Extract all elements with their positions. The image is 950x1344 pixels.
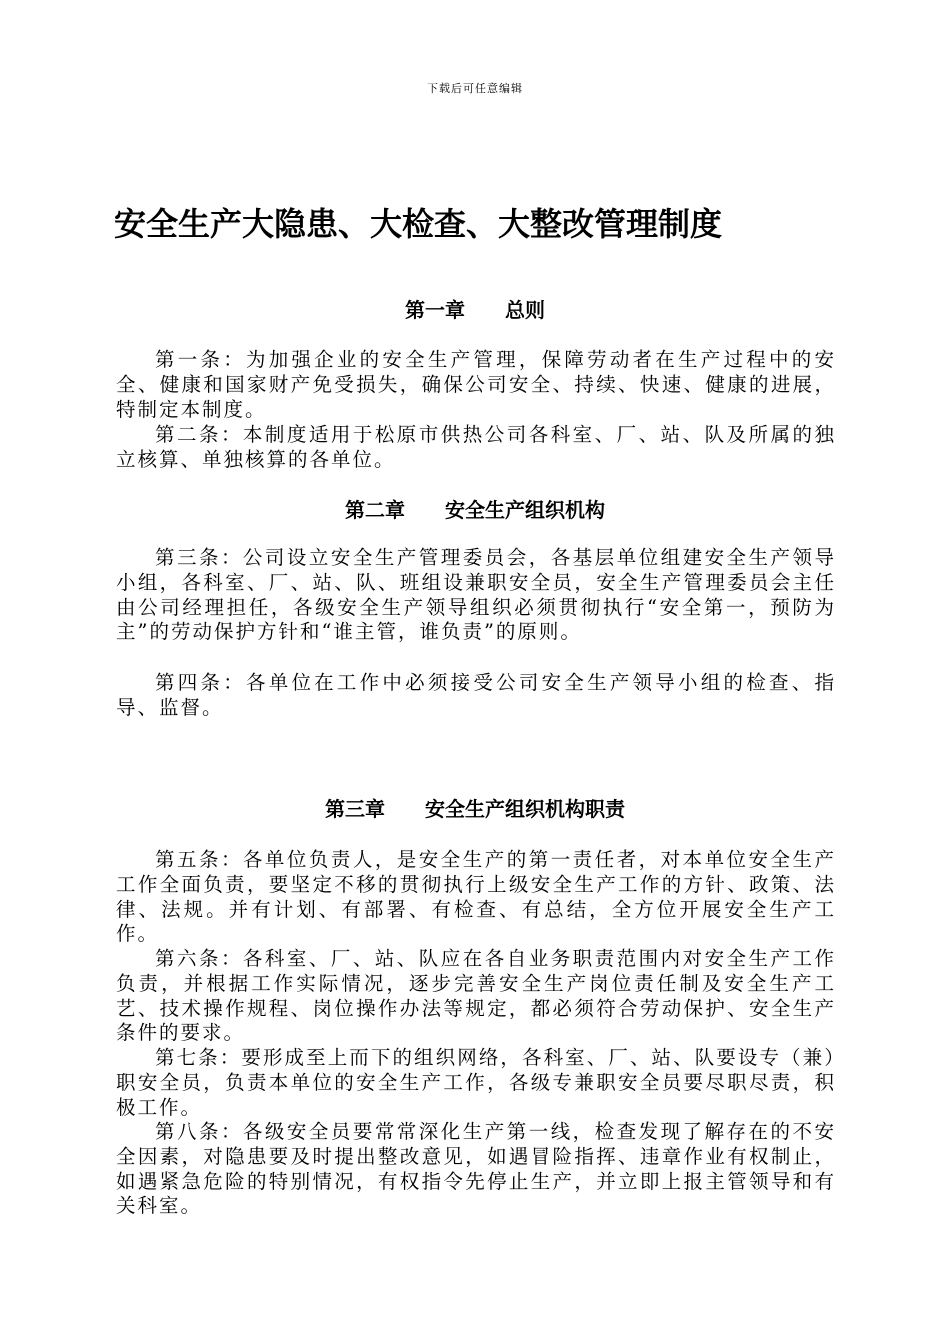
chapter-1-heading: 第一章 总则 (405, 298, 545, 322)
chapter-2-heading: 第二章 安全生产组织机构 (345, 498, 605, 522)
article-3: 第三条：公司设立安全生产管理委员会，各基层单位组建安全生产领导小组，各科室、厂、站、队、班组设兼职安全员，安全生产管理委员会主任由公司经理担任，各级安全生产领导组织必须贯彻执行“安全第一，预防为主”的劳动保护方针和“谁主管，谁负责”的原则。 (116, 546, 836, 644)
article-4: 第四条：各单位在工作中必须接受公司安全生产领导小组的检查、指导、监督。 (116, 671, 836, 719)
document-title: 安全生产大隐患、大检查、大整改管理制度 (114, 205, 723, 243)
article-2: 第二条：本制度适用于松原市供热公司各科室、厂、站、队及所属的独立核算、单独核算的各单位。 (116, 423, 836, 471)
article-7: 第七条：要形成至上而下的组织网络，各科室、厂、站、队要设专（兼）职安全员，负责本单位的安全生产工作，各级专兼职安全员要尽职尽责，积极工作。 (116, 1046, 836, 1119)
article-1: 第一条：为加强企业的安全生产管理，保障劳动者在生产过程中的安全、健康和国家财产免受损失，确保公司安全、持续、快速、健康的进展，特制定本制度。 (116, 348, 836, 421)
article-6: 第六条：各科室、厂、站、队应在各自业务职责范围内对安全生产工作负责，并根据工作实际情况，逐步完善安全生产岗位责任制及安全生产工艺、技术操作规程、岗位操作办法等规定，都必须符合劳动保护、安全生产条件的要求。 (116, 947, 836, 1045)
article-8: 第八条：各级安全员要常常深化生产第一线，检查发现了解存在的不安全因素，对隐患要及时提出整改意见，如遇冒险指挥、违章作业有权制止，如遇紧急危险的特别情况，有权指令先停止生产，并立即上报主管领导和有关科室。 (116, 1120, 836, 1218)
chapter-3-heading: 第三章 安全生产组织机构职责 (325, 797, 625, 821)
article-5: 第五条：各单位负责人，是安全生产的第一责任者，对本单位安全生产工作全面负责，要坚定不移的贯彻执行上级安全生产工作的方针、政策、法律、法规。并有计划、有部署、有检查、有总结，全方位开展安全生产工作。 (116, 848, 836, 946)
header-note: 下载后可任意编辑 (427, 82, 523, 95)
